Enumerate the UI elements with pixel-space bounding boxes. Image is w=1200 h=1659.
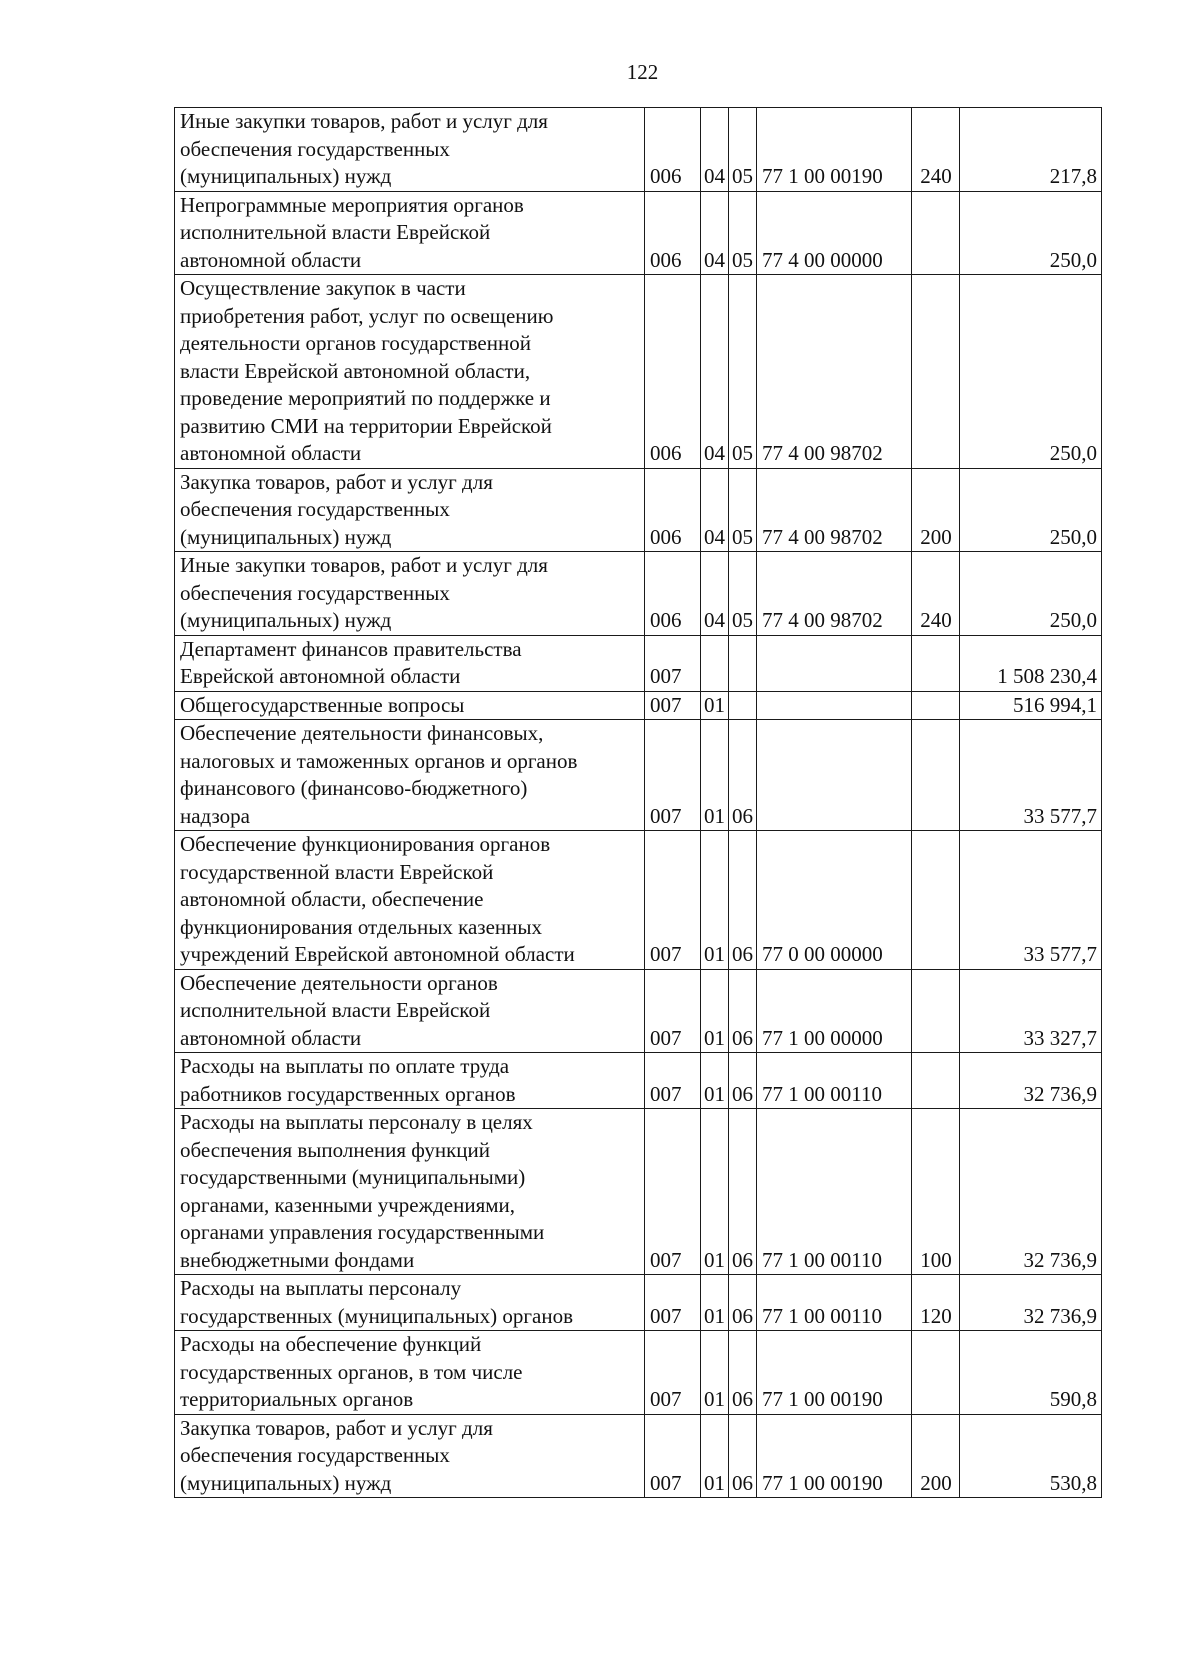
amount-cell: 1 508 230,4	[960, 635, 1102, 691]
section-code-cell: 01	[701, 1414, 729, 1498]
item-name-cell: Иные закупки товаров, работ и услуг для обеспечения государственных (муниципальных) нужд	[175, 552, 645, 636]
expense-type-cell	[912, 720, 960, 831]
ministry-code-cell: 007	[645, 831, 701, 970]
expense-type-cell: 240	[912, 108, 960, 192]
target-article-cell	[757, 720, 912, 831]
item-name-cell: Расходы на выплаты по оплате труда работников государственных органов	[175, 1053, 645, 1109]
table-row	[175, 969, 1102, 1053]
section-code-cell: 01	[701, 1053, 729, 1109]
amount-cell: 530,8	[960, 1414, 1102, 1498]
section-code-cell: 04	[701, 552, 729, 636]
table-row	[175, 1331, 1102, 1415]
table-row	[175, 1275, 1102, 1331]
page-number: 122	[626, 60, 659, 84]
expense-type-cell	[912, 1331, 960, 1415]
target-article-cell: 77 1 00 00110	[757, 1275, 912, 1331]
expense-type-cell: 240	[912, 552, 960, 636]
target-article-cell: 77 1 00 00190	[757, 108, 912, 192]
table-row	[175, 552, 1102, 636]
subsection-code-cell: 05	[729, 191, 757, 275]
table-row	[175, 831, 1102, 970]
amount-cell: 217,8	[960, 108, 1102, 192]
subsection-code-cell: 06	[729, 1109, 757, 1275]
expense-type-cell: 200	[912, 1414, 960, 1498]
ministry-code-cell: 006	[645, 552, 701, 636]
table-row	[175, 1053, 1102, 1109]
item-name-cell: Обеспечение деятельности финансовых, налоговых и таможенных органов и органов финансового (финансово-бюджетного) надзора	[175, 720, 645, 831]
amount-cell: 32 736,9	[960, 1275, 1102, 1331]
expense-type-cell	[912, 691, 960, 720]
table-row	[175, 1109, 1102, 1275]
section-code-cell: 04	[701, 468, 729, 552]
expense-type-cell: 100	[912, 1109, 960, 1275]
section-code-cell: 01	[701, 720, 729, 831]
subsection-code-cell: 06	[729, 969, 757, 1053]
subsection-code-cell	[729, 691, 757, 720]
subsection-code-cell: 05	[729, 108, 757, 192]
ministry-code-cell: 007	[645, 1414, 701, 1498]
table-row	[175, 191, 1102, 275]
target-article-cell: 77 4 00 00000	[757, 191, 912, 275]
amount-cell: 250,0	[960, 552, 1102, 636]
table-row	[175, 108, 1102, 192]
section-code-cell: 01	[701, 691, 729, 720]
item-name-cell: Общегосударственные вопросы	[175, 691, 645, 720]
item-name-cell: Закупка товаров, работ и услуг для обеспечения государственных (муниципальных) нужд	[175, 468, 645, 552]
amount-cell: 250,0	[960, 468, 1102, 552]
expense-type-cell: 200	[912, 468, 960, 552]
section-code-cell: 01	[701, 1109, 729, 1275]
ministry-code-cell: 007	[645, 1053, 701, 1109]
table-row	[175, 635, 1102, 691]
target-article-cell: 77 4 00 98702	[757, 275, 912, 469]
amount-cell: 32 736,9	[960, 1109, 1102, 1275]
amount-cell: 516 994,1	[960, 691, 1102, 720]
item-name-cell: Иные закупки товаров, работ и услуг для обеспечения государственных (муниципальных) нужд	[175, 108, 645, 192]
section-code-cell: 04	[701, 275, 729, 469]
expense-type-cell	[912, 275, 960, 469]
target-article-cell: 77 1 00 00000	[757, 969, 912, 1053]
table-row	[175, 720, 1102, 831]
ministry-code-cell: 006	[645, 275, 701, 469]
subsection-code-cell: 05	[729, 275, 757, 469]
expense-type-cell	[912, 635, 960, 691]
section-code-cell	[701, 635, 729, 691]
section-code-cell: 04	[701, 191, 729, 275]
ministry-code-cell: 007	[645, 1275, 701, 1331]
expense-type-cell: 120	[912, 1275, 960, 1331]
subsection-code-cell: 05	[729, 468, 757, 552]
subsection-code-cell: 05	[729, 552, 757, 636]
amount-cell: 33 577,7	[960, 831, 1102, 970]
expense-type-cell	[912, 1053, 960, 1109]
ministry-code-cell: 007	[645, 691, 701, 720]
subsection-code-cell: 06	[729, 831, 757, 970]
ministry-code-cell: 006	[645, 191, 701, 275]
subsection-code-cell: 06	[729, 1414, 757, 1498]
amount-cell: 33 577,7	[960, 720, 1102, 831]
ministry-code-cell: 007	[645, 1109, 701, 1275]
table-row	[175, 691, 1102, 720]
target-article-cell	[757, 635, 912, 691]
target-article-cell: 77 1 00 00190	[757, 1331, 912, 1415]
ministry-code-cell: 007	[645, 969, 701, 1053]
section-code-cell: 01	[701, 831, 729, 970]
subsection-code-cell: 06	[729, 720, 757, 831]
target-article-cell: 77 0 00 00000	[757, 831, 912, 970]
target-article-cell: 77 1 00 00110	[757, 1109, 912, 1275]
item-name-cell: Непрограммные мероприятия органов исполнительной власти Еврейской автономной области	[175, 191, 645, 275]
budget-table	[174, 107, 1102, 1498]
item-name-cell: Обеспечение функционирования органов государственной власти Еврейской автономной области, обеспечение функционирования отдельных казенных учреждений Еврейской автономной области	[175, 831, 645, 970]
target-article-cell: 77 1 00 00190	[757, 1414, 912, 1498]
item-name-cell: Расходы на обеспечение функций государственных органов, в том числе территориальных органов	[175, 1331, 645, 1415]
item-name-cell: Осуществление закупок в части приобретения работ, услуг по освещению деятельности органов государственной власти Еврейской автономной области, проведение мероприятий по поддержке и развитию СМИ на территории Еврейской автономной области	[175, 275, 645, 469]
ministry-code-cell: 006	[645, 468, 701, 552]
section-code-cell: 01	[701, 1275, 729, 1331]
table-row	[175, 275, 1102, 469]
expense-type-cell	[912, 191, 960, 275]
ministry-code-cell: 007	[645, 635, 701, 691]
amount-cell: 590,8	[960, 1331, 1102, 1415]
expense-type-cell	[912, 831, 960, 970]
item-name-cell: Обеспечение деятельности органов исполнительной власти Еврейской автономной области	[175, 969, 645, 1053]
target-article-cell: 77 4 00 98702	[757, 552, 912, 636]
item-name-cell: Расходы на выплаты персоналу в целях обеспечения выполнения функций государственными (муниципальными) органами, казенными учреждениями, органами управления государственными внебюджетными фондами	[175, 1109, 645, 1275]
section-code-cell: 01	[701, 969, 729, 1053]
subsection-code-cell: 06	[729, 1331, 757, 1415]
target-article-cell	[757, 691, 912, 720]
subsection-code-cell	[729, 635, 757, 691]
target-article-cell: 77 1 00 00110	[757, 1053, 912, 1109]
ministry-code-cell: 007	[645, 720, 701, 831]
item-name-cell: Закупка товаров, работ и услуг для обеспечения государственных (муниципальных) нужд	[175, 1414, 645, 1498]
budget-table-body	[175, 108, 1102, 1498]
section-code-cell: 01	[701, 1331, 729, 1415]
subsection-code-cell: 06	[729, 1053, 757, 1109]
amount-cell: 32 736,9	[960, 1053, 1102, 1109]
amount-cell: 250,0	[960, 191, 1102, 275]
amount-cell: 33 327,7	[960, 969, 1102, 1053]
expense-type-cell	[912, 969, 960, 1053]
amount-cell: 250,0	[960, 275, 1102, 469]
table-row	[175, 1414, 1102, 1498]
ministry-code-cell: 006	[645, 108, 701, 192]
section-code-cell: 04	[701, 108, 729, 192]
item-name-cell: Расходы на выплаты персоналу государственных (муниципальных) органов	[175, 1275, 645, 1331]
table-row	[175, 468, 1102, 552]
item-name-cell: Департамент финансов правительства Еврейской автономной области	[175, 635, 645, 691]
target-article-cell: 77 4 00 98702	[757, 468, 912, 552]
ministry-code-cell: 007	[645, 1331, 701, 1415]
subsection-code-cell: 06	[729, 1275, 757, 1331]
